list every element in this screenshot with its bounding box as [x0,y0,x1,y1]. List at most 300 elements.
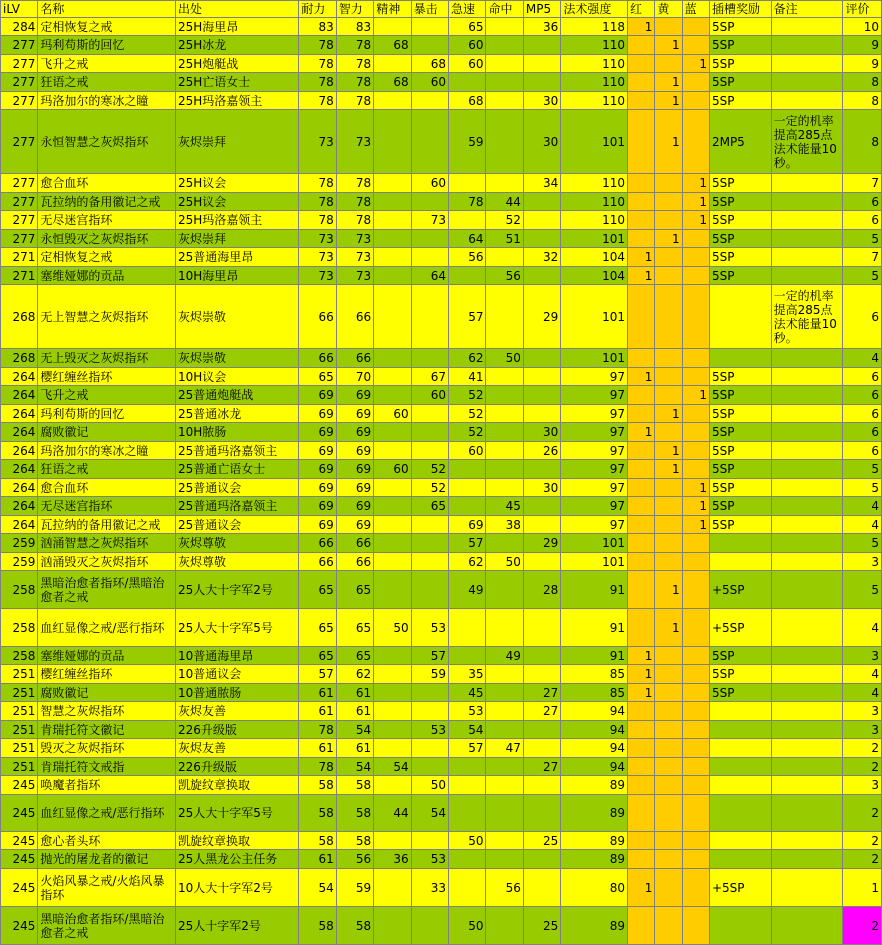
header-socket-bonus: 插槽奖励 [709,1,771,18]
cell-stamina: 66 [299,553,336,571]
cell-spellpower: 104 [561,267,628,285]
cell-rating: 6 [843,368,882,386]
cell-intellect: 69 [336,386,373,405]
header-blue-socket: 蓝 [682,1,709,18]
cell-stamina: 61 [299,850,336,869]
cell-spellpower: 80 [561,869,628,907]
cell-blue-socket: 1 [682,174,709,193]
cell-rating: 2 [843,850,882,869]
cell-note [771,92,843,110]
cell-blue-socket: 1 [682,55,709,73]
cell-socket-bonus [709,553,771,571]
cell-socket-bonus [709,776,771,795]
cell-red-socket: 1 [628,665,655,684]
cell-stamina: 58 [299,776,336,795]
cell-red-socket [628,211,655,230]
cell-source: 25H玛洛嘉领主 [175,92,298,110]
cell-name: 樱红缠丝指环 [38,665,176,684]
cell-mp5 [523,460,560,479]
cell-hit [486,73,523,92]
cell-source: 10普通脓肠 [175,684,298,702]
cell-yellow-socket [655,869,682,907]
cell-yellow-socket [655,497,682,516]
cell-spirit [374,386,411,405]
cell-hit: 51 [486,230,523,248]
cell-mp5 [523,609,560,647]
cell-red-socket [628,174,655,193]
cell-name: 火焰风暴之戒/火焰风暴指环 [38,869,176,907]
cell-ilv: 268 [1,349,38,368]
cell-spirit [374,174,411,193]
cell-spirit [374,267,411,285]
cell-ilv: 259 [1,553,38,571]
header-source: 出处 [175,1,298,18]
cell-mp5: 25 [523,907,560,945]
cell-haste: 65 [449,18,486,36]
cell-stamina: 69 [299,442,336,460]
cell-crit [411,405,448,423]
cell-yellow-socket [655,423,682,442]
cell-intellect: 78 [336,92,373,110]
cell-note [771,534,843,553]
cell-source: 凯旋纹章换取 [175,832,298,850]
cell-red-socket [628,110,655,174]
cell-crit [411,285,448,349]
cell-spellpower: 97 [561,479,628,497]
table-row [1,460,882,479]
cell-rating: 9 [843,36,882,55]
cell-red-socket [628,795,655,832]
cell-stamina: 61 [299,702,336,721]
cell-ilv: 264 [1,405,38,423]
cell-socket-bonus [709,721,771,739]
cell-rating: 5 [843,479,882,497]
cell-crit: 52 [411,460,448,479]
cell-rating: 6 [843,423,882,442]
cell-source: 灰烬友善 [175,739,298,758]
header-spellpower: 法术强度 [561,1,628,18]
cell-intellect: 66 [336,285,373,349]
cell-source: 226升级版 [175,721,298,739]
cell-hit [486,386,523,405]
cell-name: 樱红缠丝指环 [38,368,176,386]
cell-rating: 3 [843,647,882,665]
cell-spirit [374,479,411,497]
header-intellect: 智力 [336,1,373,18]
cell-intellect: 73 [336,248,373,267]
table-row [1,832,882,850]
cell-ilv: 284 [1,18,38,36]
cell-ilv: 264 [1,460,38,479]
cell-stamina: 78 [299,174,336,193]
cell-crit [411,702,448,721]
cell-blue-socket [682,368,709,386]
cell-yellow-socket [655,758,682,776]
cell-yellow-socket [655,795,682,832]
cell-mp5: 28 [523,571,560,609]
cell-spirit: 68 [374,36,411,55]
cell-red-socket [628,55,655,73]
cell-intellect: 65 [336,647,373,665]
cell-rating: 4 [843,684,882,702]
cell-hit [486,684,523,702]
cell-stamina: 78 [299,73,336,92]
cell-blue-socket [682,92,709,110]
cell-crit: 60 [411,174,448,193]
cell-intellect: 78 [336,174,373,193]
cell-intellect: 54 [336,758,373,776]
cell-name: 玛利苟斯的回忆 [38,36,176,55]
cell-spirit [374,553,411,571]
cell-intellect: 54 [336,721,373,739]
cell-intellect: 65 [336,571,373,609]
cell-hit: 50 [486,349,523,368]
cell-rating: 4 [843,665,882,684]
cell-name: 无尽迷宫指环 [38,497,176,516]
cell-yellow-socket [655,534,682,553]
cell-stamina: 69 [299,516,336,534]
cell-note [771,193,843,211]
cell-source: 凯旋纹章换取 [175,776,298,795]
cell-name: 智慧之灰烬指环 [38,702,176,721]
header-ilv: iLV [1,1,38,18]
cell-socket-bonus: 5SP [709,36,771,55]
cell-ilv: 277 [1,211,38,230]
cell-hit [486,534,523,553]
cell-note: 一定的机率提高285点法术能量10秒。 [771,110,843,174]
cell-spellpower: 89 [561,907,628,945]
cell-hit [486,92,523,110]
cell-socket-bonus [709,795,771,832]
cell-source: 25普通亡语女士 [175,460,298,479]
table-row [1,850,882,869]
table-row [1,211,882,230]
cell-mp5: 36 [523,18,560,36]
cell-mp5: 27 [523,758,560,776]
cell-mp5 [523,73,560,92]
cell-socket-bonus [709,739,771,758]
table-row [1,73,882,92]
cell-crit: 53 [411,721,448,739]
cell-rating: 4 [843,497,882,516]
cell-yellow-socket: 1 [655,609,682,647]
cell-note [771,684,843,702]
cell-hit: 56 [486,267,523,285]
cell-crit: 65 [411,497,448,516]
cell-hit: 50 [486,553,523,571]
cell-mp5 [523,850,560,869]
cell-rating: 5 [843,534,882,553]
cell-name: 汹涌智慧之灰烬指环 [38,534,176,553]
cell-note [771,832,843,850]
cell-name: 唤魔者指环 [38,776,176,795]
cell-name: 愈合血环 [38,479,176,497]
cell-spirit [374,230,411,248]
cell-haste [449,869,486,907]
cell-yellow-socket [655,193,682,211]
cell-intellect: 69 [336,405,373,423]
cell-stamina: 78 [299,211,336,230]
cell-blue-socket [682,73,709,92]
cell-spellpower: 94 [561,702,628,721]
cell-blue-socket [682,18,709,36]
cell-rating: 5 [843,571,882,609]
table-row [1,479,882,497]
cell-name: 玛利苟斯的回忆 [38,405,176,423]
cell-ilv: 251 [1,702,38,721]
cell-ilv: 245 [1,795,38,832]
cell-red-socket [628,739,655,758]
cell-hit [486,110,523,174]
cell-source: 25人大十字军5号 [175,795,298,832]
cell-spellpower: 101 [561,553,628,571]
cell-rating: 8 [843,110,882,174]
cell-hit: 44 [486,193,523,211]
cell-yellow-socket: 1 [655,73,682,92]
cell-yellow-socket [655,349,682,368]
cell-hit [486,479,523,497]
cell-mp5: 30 [523,423,560,442]
cell-rating: 6 [843,386,882,405]
cell-spellpower: 94 [561,739,628,758]
cell-haste: 49 [449,571,486,609]
cell-haste: 62 [449,349,486,368]
cell-spellpower: 110 [561,211,628,230]
cell-hit [486,758,523,776]
cell-spirit [374,423,411,442]
cell-yellow-socket [655,479,682,497]
cell-spirit: 54 [374,758,411,776]
cell-socket-bonus [709,349,771,368]
cell-crit: 59 [411,665,448,684]
cell-spirit: 50 [374,609,411,647]
cell-spirit [374,647,411,665]
cell-spellpower: 91 [561,609,628,647]
cell-ilv: 258 [1,647,38,665]
cell-haste: 57 [449,739,486,758]
cell-spirit: 60 [374,405,411,423]
cell-blue-socket [682,267,709,285]
cell-stamina: 54 [299,869,336,907]
cell-note [771,349,843,368]
table-row [1,516,882,534]
cell-note [771,55,843,73]
cell-intellect: 61 [336,739,373,758]
cell-mp5: 26 [523,442,560,460]
cell-crit [411,758,448,776]
cell-mp5 [523,267,560,285]
cell-rating: 4 [843,609,882,647]
table-row [1,36,882,55]
cell-note [771,609,843,647]
cell-red-socket: 1 [628,423,655,442]
cell-stamina: 69 [299,405,336,423]
cell-stamina: 73 [299,267,336,285]
cell-haste: 78 [449,193,486,211]
cell-source: 10H脓肠 [175,423,298,442]
cell-rating: 2 [843,739,882,758]
cell-spirit: 68 [374,73,411,92]
cell-ilv: 245 [1,832,38,850]
cell-red-socket [628,73,655,92]
cell-name: 狂语之戒 [38,460,176,479]
cell-name: 无上毁灭之灰烬指环 [38,349,176,368]
cell-mp5: 29 [523,534,560,553]
cell-hit [486,609,523,647]
cell-socket-bonus: +5SP [709,869,771,907]
cell-spellpower: 101 [561,349,628,368]
cell-spirit [374,721,411,739]
cell-haste [449,758,486,776]
cell-rating: 6 [843,211,882,230]
cell-socket-bonus: 5SP [709,442,771,460]
cell-spirit [374,211,411,230]
cell-spirit [374,248,411,267]
cell-spellpower: 110 [561,73,628,92]
cell-socket-bonus: 5SP [709,479,771,497]
cell-rating: 8 [843,73,882,92]
cell-stamina: 73 [299,248,336,267]
cell-socket-bonus [709,285,771,349]
cell-name: 抛光的屠龙者的徽记 [38,850,176,869]
cell-source: 25H议会 [175,174,298,193]
cell-crit: 53 [411,850,448,869]
cell-blue-socket [682,684,709,702]
cell-source: 25普通炮艇战 [175,386,298,405]
cell-ilv: 264 [1,497,38,516]
cell-intellect: 78 [336,36,373,55]
cell-red-socket: 1 [628,869,655,907]
cell-yellow-socket: 1 [655,460,682,479]
cell-source: 25H亡语女士 [175,73,298,92]
cell-hit [486,405,523,423]
cell-spirit [374,497,411,516]
cell-spellpower: 110 [561,174,628,193]
table-row [1,571,882,609]
cell-yellow-socket [655,211,682,230]
cell-ilv: 277 [1,193,38,211]
cell-stamina: 69 [299,479,336,497]
cell-haste: 56 [449,248,486,267]
cell-note [771,795,843,832]
cell-hit [486,776,523,795]
cell-mp5: 30 [523,92,560,110]
cell-mp5 [523,36,560,55]
cell-source: 25普通议会 [175,479,298,497]
cell-spellpower: 89 [561,795,628,832]
cell-hit [486,55,523,73]
cell-source: 25H炮艇战 [175,55,298,73]
cell-blue-socket [682,795,709,832]
cell-haste: 57 [449,285,486,349]
cell-blue-socket [682,647,709,665]
table-row [1,647,882,665]
cell-hit: 49 [486,647,523,665]
cell-mp5 [523,405,560,423]
cell-hit [486,850,523,869]
cell-spirit [374,665,411,684]
cell-rating: 3 [843,702,882,721]
cell-crit [411,248,448,267]
cell-intellect: 69 [336,460,373,479]
cell-name: 定相恢复之戒 [38,248,176,267]
cell-source: 10H海里昂 [175,267,298,285]
cell-hit: 45 [486,497,523,516]
cell-mp5: 30 [523,110,560,174]
cell-red-socket [628,553,655,571]
cell-intellect: 69 [336,497,373,516]
table-row [1,349,882,368]
cell-stamina: 58 [299,795,336,832]
cell-stamina: 78 [299,721,336,739]
cell-red-socket [628,460,655,479]
cell-mp5 [523,739,560,758]
cell-spirit [374,92,411,110]
cell-crit: 64 [411,267,448,285]
cell-blue-socket [682,665,709,684]
cell-spirit [374,907,411,945]
cell-stamina: 78 [299,193,336,211]
cell-spellpower: 94 [561,758,628,776]
cell-source: 25普通玛洛嘉领主 [175,497,298,516]
cell-blue-socket [682,907,709,945]
cell-mp5: 30 [523,479,560,497]
cell-spirit [374,739,411,758]
cell-mp5 [523,230,560,248]
cell-note [771,36,843,55]
cell-socket-bonus: 5SP [709,386,771,405]
table-row [1,18,882,36]
cell-rating: 8 [843,92,882,110]
cell-yellow-socket [655,386,682,405]
cell-mp5 [523,665,560,684]
cell-spirit [374,55,411,73]
cell-intellect: 73 [336,267,373,285]
cell-hit [486,721,523,739]
cell-haste [449,267,486,285]
cell-socket-bonus: 5SP [709,248,771,267]
table-row [1,386,882,405]
cell-crit [411,349,448,368]
table-row [1,553,882,571]
cell-ilv: 277 [1,110,38,174]
cell-haste [449,211,486,230]
cell-stamina: 78 [299,758,336,776]
cell-crit: 57 [411,647,448,665]
cell-note [771,442,843,460]
cell-note [771,702,843,721]
cell-ilv: 245 [1,776,38,795]
cell-red-socket [628,758,655,776]
cell-hit [486,460,523,479]
cell-mp5 [523,368,560,386]
cell-ilv: 264 [1,479,38,497]
cell-red-socket [628,721,655,739]
cell-spirit [374,869,411,907]
cell-stamina: 73 [299,110,336,174]
cell-mp5 [523,349,560,368]
cell-red-socket [628,285,655,349]
cell-crit [411,739,448,758]
table-row [1,907,882,945]
cell-rating: 5 [843,267,882,285]
cell-crit [411,832,448,850]
cell-blue-socket [682,739,709,758]
cell-haste: 60 [449,442,486,460]
cell-red-socket: 1 [628,248,655,267]
cell-haste: 64 [449,230,486,248]
cell-note [771,571,843,609]
